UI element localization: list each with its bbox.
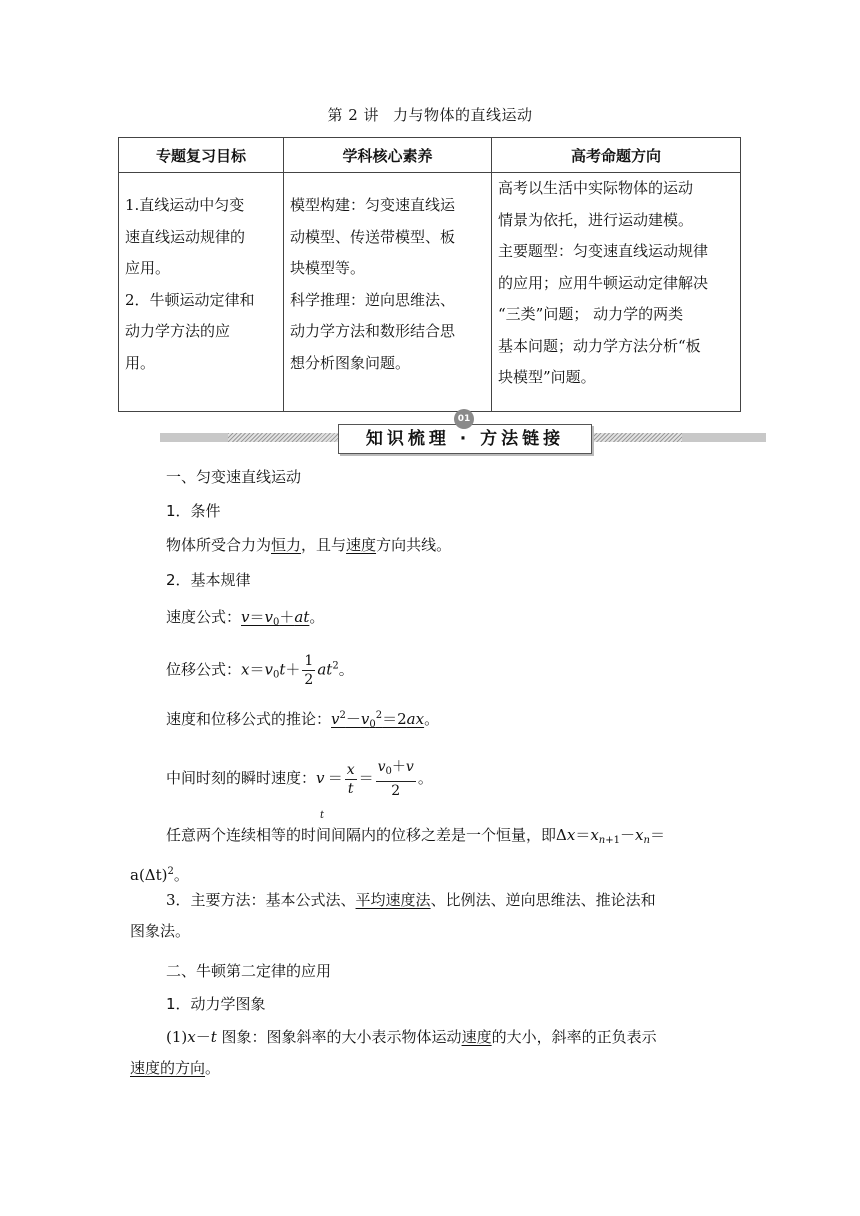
blank-answer: 平均速度法	[355, 891, 431, 909]
cell-line: 想分析图象问题。	[290, 353, 411, 372]
cell-line: 速直线运动规律的	[125, 227, 246, 246]
text-run: 图象法。	[130, 922, 191, 940]
cell-line: 2．牛顿运动定律和	[125, 290, 255, 309]
text-run: 。	[205, 1059, 221, 1077]
lecture-number: 第 2 讲	[327, 106, 380, 124]
banner-hatch-left	[228, 433, 338, 442]
cell-line: 科学推理：逆向思维法、	[290, 290, 456, 309]
cell-line: 主要题型：匀变速直线运动规律	[498, 242, 709, 260]
cell-exam-direction	[492, 173, 741, 412]
text-run: 图象：图象斜率的大小表示物体运动	[221, 1028, 462, 1046]
condition-heading: 1．条件	[166, 502, 221, 520]
midtime-formula: 中间时刻的瞬时速度：v ＝ $\frac{x}{t}$ ＝ $\frac{v_0+v}{2}$ 。	[166, 759, 433, 799]
cell-line: “三类”问题； 动力学的两类	[498, 305, 684, 323]
cell-line: 的应用；应用牛顿运动定律解决	[498, 273, 709, 292]
velocity-formula: 速度公式：$v=v_0+at$。	[166, 608, 325, 628]
cell-line: 应用。	[125, 259, 171, 277]
text-run: 方向共线。	[376, 536, 452, 554]
section-banner	[160, 414, 766, 458]
header-review-goals: 专题复习目标	[119, 138, 284, 173]
cell-line: 基本问题；动力学方法分析“板	[498, 336, 701, 355]
banner-badge: 01	[454, 409, 474, 429]
cell-line: 1.直线运动中匀变	[125, 196, 245, 214]
blank-answer: 速度	[346, 536, 377, 554]
dynamics-graph-heading: 1．动力学图象	[166, 995, 266, 1013]
cell-line: 动力学方法的应	[125, 322, 231, 340]
cell-line: 模型构建：匀变速直线运	[290, 196, 456, 214]
xt-graph-paragraph: (1)x－t 图象：图象斜率的大小表示物体运动速度的大小，斜率的正负表示 速度的方向。	[130, 1028, 657, 1077]
blank-answer: 速度	[461, 1028, 492, 1046]
formula-label: 速度公式：	[166, 608, 242, 626]
text-run: 任意两个连续相等的时间间隔内的位移之差是一个恒量，即Δ	[166, 826, 567, 844]
cell-line: 情景为依托，进行运动建模。	[498, 210, 694, 229]
overview-table	[118, 137, 741, 412]
blank-answer: 恒力	[271, 536, 302, 554]
condition-text	[166, 534, 451, 555]
formula-answer: $v=v_0+at$	[241, 608, 310, 628]
header-core-literacy: 学科核心素养	[284, 138, 492, 173]
text-run: 3．主要方法：基本公式法、	[166, 891, 356, 909]
lecture-title	[0, 104, 860, 125]
section-heading-1: 一、匀变速直线运动	[166, 468, 302, 486]
methods-paragraph	[130, 885, 732, 947]
cell-line: 用。	[125, 353, 156, 372]
inference-formula: 速度和位移公式的推论：$v^2-v_0^2=2ax$。	[166, 710, 440, 730]
table-row	[119, 173, 741, 412]
lecture-name: 力与物体的直线运动	[393, 106, 533, 124]
displacement-formula: 位移公式：$x=v_0t+$ $\frac{1}{2}$ $at^2$。	[166, 653, 354, 688]
text-run: 物体所受合力为	[166, 536, 272, 554]
section-heading-2: 二、牛顿第二定律的应用	[166, 962, 332, 980]
cell-line: 块模型”问题。	[498, 368, 596, 386]
cell-core-literacy	[284, 173, 492, 412]
text-run: a(Δt)	[130, 866, 168, 884]
difference-paragraph: 任意两个连续相等的时间间隔内的位移之差是一个恒量，即$\Delta x=x_{n+1}-x_n=$ $a(\Delta t)^2$。	[130, 826, 665, 884]
blank-answer: 速度的方向	[130, 1059, 206, 1077]
cell-line: 块模型等。	[290, 259, 366, 277]
formula-label: 中间时刻的瞬时速度：	[166, 769, 317, 787]
text-run: 的大小，斜率的正负表示	[491, 1028, 657, 1046]
law-heading: 2．基本规律	[166, 571, 251, 589]
text-run: ，且与	[301, 536, 347, 554]
banner-title: 知识梳理 · 方法链接	[338, 424, 592, 454]
text-run: 、比例法、逆向思维法、推论法和	[430, 891, 656, 909]
formula-label: 速度和位移公式的推论：	[166, 710, 332, 728]
banner-hatch-right	[592, 433, 682, 442]
cell-line: 动力学方法和数形结合思	[290, 322, 456, 340]
header-exam-direction: 高考命题方向	[492, 138, 741, 173]
formula-label: 位移公式：	[166, 660, 242, 679]
cell-line: 动模型、传送带模型、板	[290, 227, 456, 246]
tiny-t-label: t	[320, 810, 325, 821]
text-run: (1)	[166, 1028, 188, 1046]
formula-answer: $v^2-v_0^2=2ax$	[331, 710, 425, 730]
table-header-row	[119, 138, 741, 173]
cell-line: 高考以生活中实际物体的运动	[498, 179, 694, 197]
cell-review-goals	[119, 173, 284, 412]
